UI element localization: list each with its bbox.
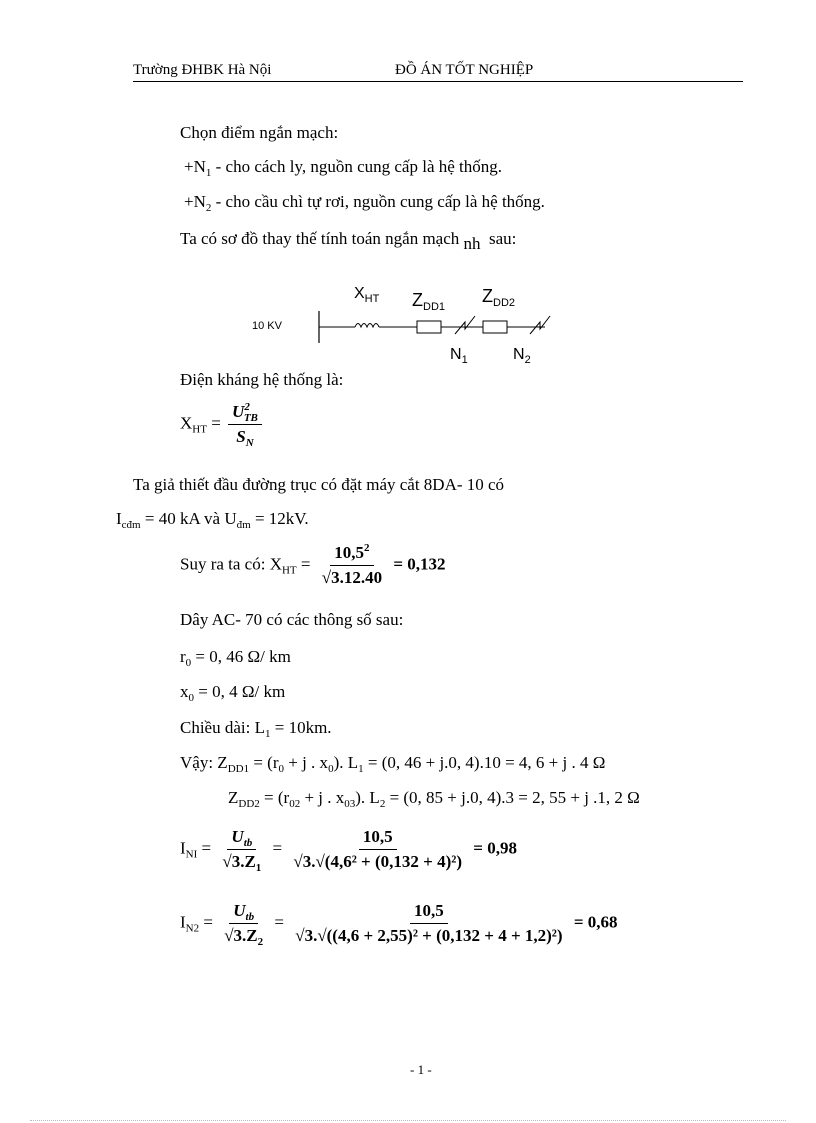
text-line-12: Chiều dài: $L_1 = 10km$. [180, 718, 332, 740]
header-school: Trường ĐHBK Hà Nội [133, 62, 272, 78]
header-rule [133, 81, 743, 82]
text-line-5: Điện kháng hệ thống là: [180, 370, 344, 389]
text-line-11: $x_0 = 0$, 4 Ω/ km [180, 682, 286, 704]
text-line-1: Chọn điểm ngắn mạch: [180, 123, 339, 142]
diagram-label-zdd1: $Z_{DD1}$ [412, 290, 446, 313]
page-number: - 1 - [410, 1062, 432, 1077]
formula-suy-ra: Suy ra ta có: $X_{HT}$ = $\frac{10,5^2}{√3.12.40}$ = 0,132 [180, 542, 446, 587]
diagram-label-n1: $N_1$ [450, 346, 468, 366]
text-line-13: Vậy: $Z_{DD1} = (r_0 + j$ . $x_0$). $L_1 = (0$, 46 + j.0, 4).10 = 4, 6 + j . 4 Ω [180, 753, 606, 775]
page-bottom-divider [30, 1120, 786, 1121]
diagram-label-n2: $N_2$ [513, 346, 531, 366]
text-line-10: $r_0 = 0$, 46 Ω/ km [180, 647, 291, 669]
text-line-2: $+N_1$ - cho cách ly, nguồn cung cấp là hệ thống. [184, 157, 503, 179]
text-line-3: $+N_2$ - cho cầu chì tự rơi, nguồn cung cấp là hệ thống. [184, 192, 545, 214]
formula-in1: $I_{NI}$ = $\frac{U_{tb}}{√3.Z_1}$ = $\frac{10,5}{\text{√3.√(4,6² + (0,132 + 4)²)}}$ = 0,98 [180, 827, 517, 874]
formula-xht: $X_{HT}$ = $\frac{U^2_{TB}}{S_N}$ [180, 402, 265, 447]
text-line-6: Ta giả thiết đầu đường trục có đặt máy cắt 8DA- 10 có [133, 475, 505, 494]
diagram-source-label: 10 KV [252, 320, 282, 332]
diagram-label-xht: $X_{HT}$ [354, 285, 380, 305]
diagram-label-zdd2: $Z_{DD2}$ [482, 286, 516, 309]
formula-in2: $I_{N2}$ = $\frac{U_{tb}}{√3.Z_2}$ = $\frac{10,5}{\text{√3.√((4,6 + 2,55)² + (0,132 + 4 + 1,2)²)}}$ = 0,68 [180, 901, 618, 948]
header-title: ĐỒ ÁN TỐT NGHIỆP [395, 62, 534, 78]
text-line-9: Dây AC- 70 có các thông số sau: [180, 610, 404, 629]
text-line-14: $Z_{DD2} = (r_{02} + j$ . $x_{03}$). $L_2 = (0$, 85 + j.0, 4).3 = 2, 55 + j .1, 2 Ω [228, 788, 640, 810]
text-line-4: Ta có sơ đồ thay thế tính toán ngắn mạch nh sau: [180, 229, 517, 253]
text-line-7: $I_{cđm} = 40$ kA và $U_{đm} = 12kV$. [116, 509, 309, 531]
